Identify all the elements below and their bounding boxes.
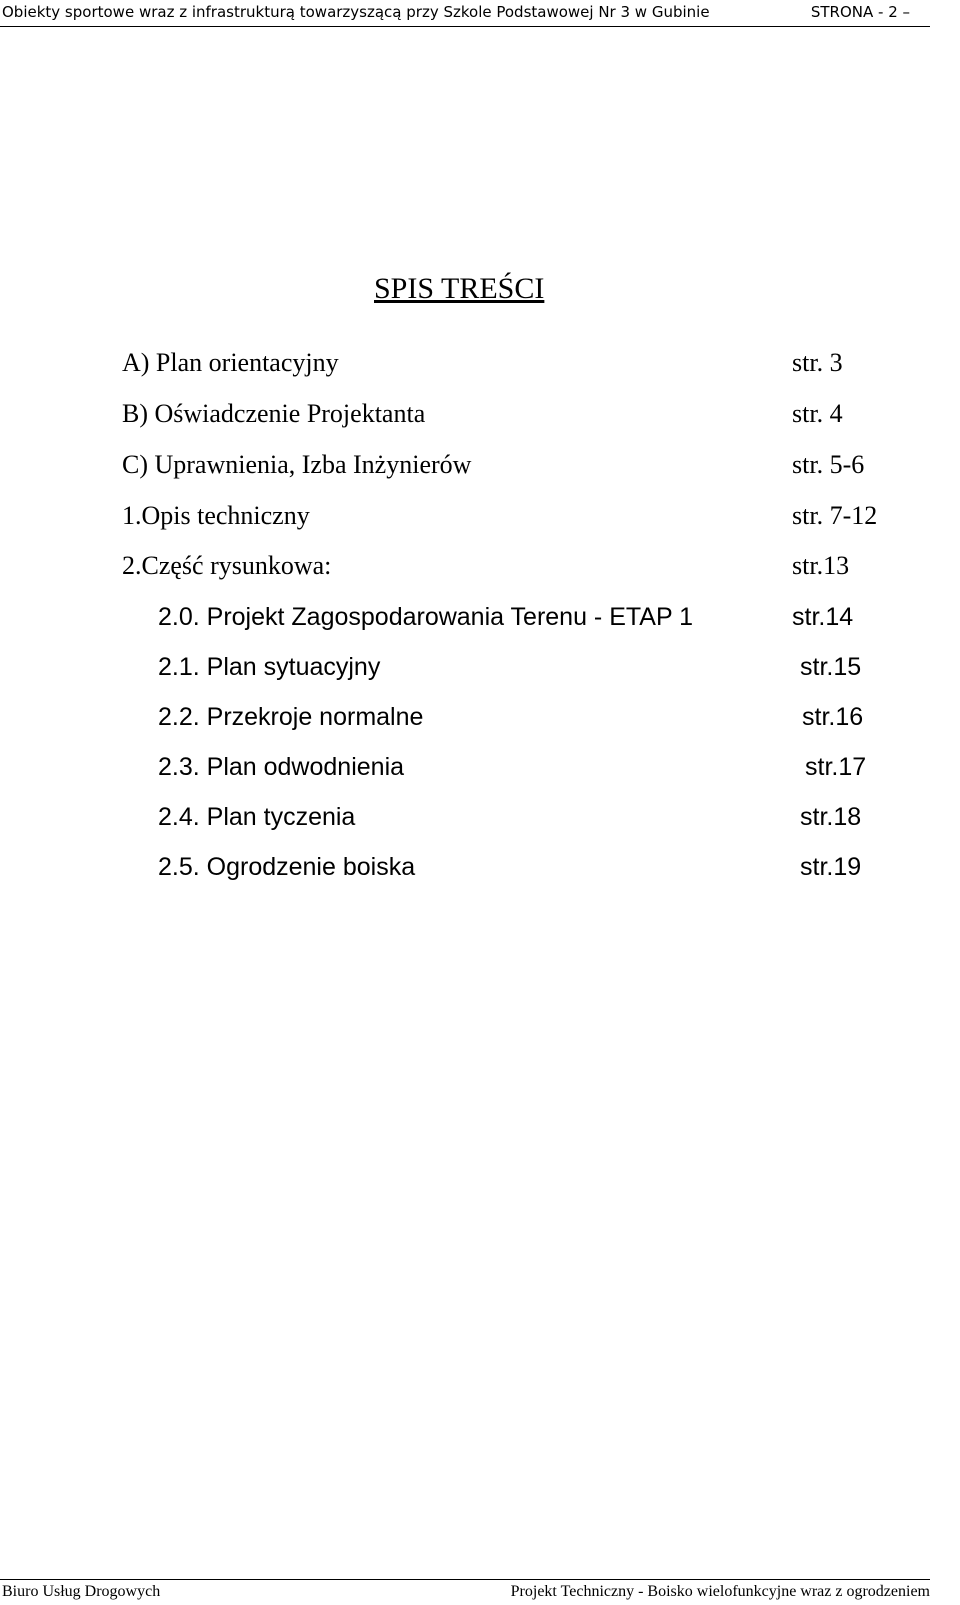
toc-subitem-label: 2.0. Projekt Zagospodarowania Terenu - ETAP 1: [158, 603, 694, 631]
toc-item-label: C) Uprawnienia, Izba Inżynierów: [122, 450, 472, 479]
toc-subitem-page: str.16: [802, 703, 864, 731]
footer-project: Projekt Techniczny - Boisko wielofunkcyjne wraz z ogrodzeniem: [510, 1583, 930, 1600]
header-document-title: Obiekty sportowe wraz z infrastrukturą towarzyszącą przy Szkole Podstawowej Nr 3 w Gubinie: [2, 3, 710, 21]
toc-subitem-label: 2.3. Plan odwodnienia: [158, 753, 405, 781]
toc-item-page: str.13: [792, 551, 850, 580]
toc-subitem-page: str.19: [800, 853, 862, 881]
toc-item-page: str. 3: [792, 348, 843, 377]
toc-subitem-page: str.17: [805, 753, 867, 781]
toc-item-label: B) Oświadczenie Projektanta: [122, 399, 426, 428]
toc-subitem-label: 2.1. Plan sytuacyjny: [158, 653, 381, 681]
page-footer: [0, 1579, 930, 1605]
page-header: [0, 0, 930, 27]
toc-item-label: 2.Część rysunkowa:: [122, 551, 332, 580]
header-page-number: STRONA - 2 –: [810, 3, 910, 21]
toc-title: SPIS TREŚCI: [374, 272, 545, 305]
toc-item-page: str. 5-6: [792, 450, 865, 479]
toc-item-page: str. 7-12: [792, 501, 878, 530]
toc-item-page: str. 4: [792, 399, 843, 428]
toc-subitem-page: str.18: [800, 803, 862, 831]
toc-subitem-label: 2.5. Ogrodzenie boiska: [158, 853, 416, 881]
toc-item-label: A) Plan orientacyjny: [122, 348, 339, 377]
toc-subitem-page: str.14: [792, 603, 854, 631]
toc-item-label: 1.Opis techniczny: [122, 501, 310, 530]
footer-company: Biuro Usług Drogowych: [2, 1583, 161, 1600]
toc-subitem-label: 2.2. Przekroje normalne: [158, 703, 424, 731]
toc-subitem-label: 2.4. Plan tyczenia: [158, 803, 356, 831]
toc-subitem-page: str.15: [800, 653, 862, 681]
